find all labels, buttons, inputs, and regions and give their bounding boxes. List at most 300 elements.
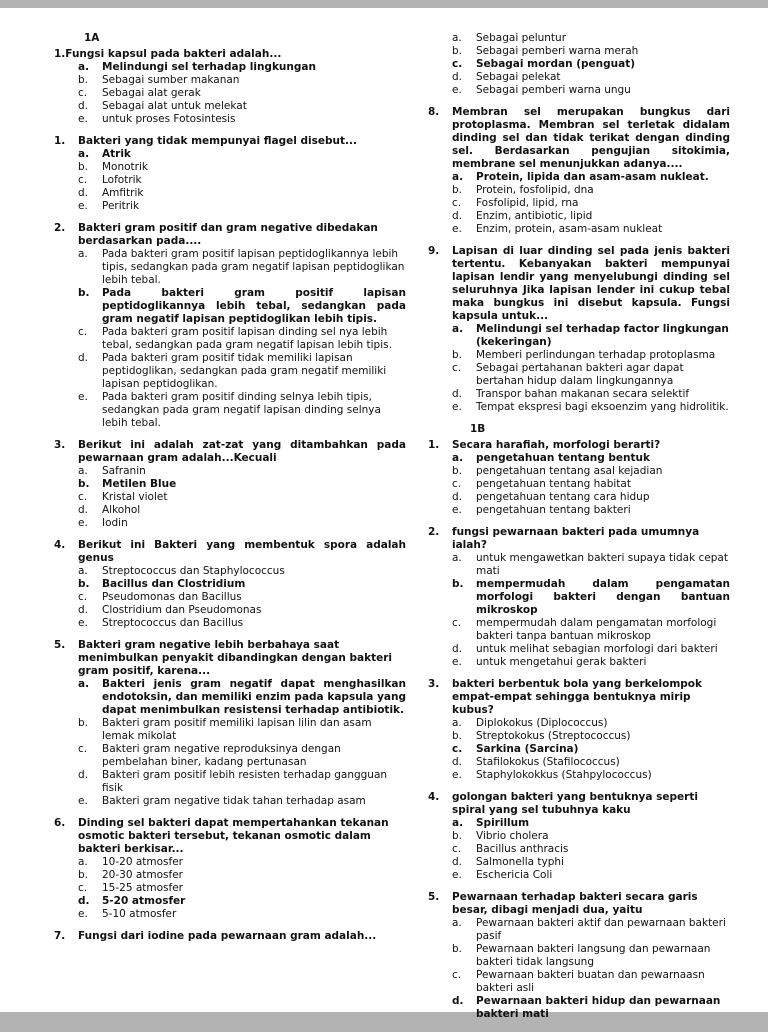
question-block <box>428 106 730 236</box>
option-row <box>452 843 730 856</box>
option-text: Tempat ekspresi bagi eksoenzim yang hidrolitik. <box>476 401 729 413</box>
option-text: Memberi perlindungan terhadap protoplasma <box>476 349 716 361</box>
options-list <box>78 61 406 126</box>
option-text: Sebagai sumber makanan <box>102 74 240 86</box>
option-row <box>78 200 406 213</box>
option-row <box>78 100 406 113</box>
question-stem <box>54 539 406 565</box>
question-block <box>428 891 730 1021</box>
option-row <box>78 908 406 921</box>
option-row <box>78 795 406 808</box>
option-text: Bakteri gram positif lebih resisten terhadap gangguan fisik <box>102 769 388 794</box>
option-row <box>78 743 406 769</box>
option-row <box>452 995 730 1021</box>
option-text: Atrik <box>102 148 131 160</box>
question-block <box>54 539 406 630</box>
question-stem <box>428 439 730 452</box>
option-label: c. <box>452 617 462 629</box>
option-row <box>78 504 406 517</box>
option-row <box>78 769 406 795</box>
option-row <box>78 465 406 478</box>
option-label: e. <box>78 391 88 403</box>
question-block <box>428 526 730 669</box>
option-text: Melindungi sel terhadap lingkungan <box>102 61 316 73</box>
options-list <box>452 32 730 97</box>
option-row <box>452 465 730 478</box>
option-row <box>78 87 406 100</box>
question-stem <box>54 135 406 148</box>
option-row <box>452 84 730 97</box>
option-label: d. <box>78 504 89 516</box>
option-text: Safranin <box>102 465 146 477</box>
option-text: Fosfolipid, lipid, rna <box>476 197 579 209</box>
option-text: Enzim, protein, asam-asam nukleat <box>476 223 663 235</box>
option-row <box>78 604 406 617</box>
option-row <box>452 769 730 782</box>
options-list <box>452 717 730 782</box>
option-label: d. <box>452 856 463 868</box>
option-row <box>452 504 730 517</box>
option-row <box>452 656 730 669</box>
option-label: b. <box>78 478 90 490</box>
option-row <box>452 856 730 869</box>
options-list <box>452 917 730 1021</box>
question-stem <box>428 891 730 917</box>
option-row <box>452 943 730 969</box>
option-row <box>452 552 730 578</box>
option-row <box>452 223 730 236</box>
option-text: Alkohol <box>102 504 141 516</box>
option-label: a. <box>78 678 90 690</box>
option-row <box>452 45 730 58</box>
option-row <box>78 678 406 717</box>
question-number: 6. <box>54 817 66 829</box>
option-label: a. <box>78 856 88 868</box>
option-text: pengetahuan tentang bakteri <box>476 504 631 516</box>
question-stem <box>54 439 406 465</box>
question-number: 3. <box>428 678 440 690</box>
option-label: a. <box>452 32 462 44</box>
option-text: pengetahuan tentang cara hidup <box>476 491 650 503</box>
option-text: 10-20 atmosfer <box>102 856 183 868</box>
option-row <box>78 148 406 161</box>
question-text: Dinding sel bakteri dapat mempertahankan tekanan osmotic bakteri tersebut, tekanan osmotic dalam bakteri berkisar... <box>78 817 389 855</box>
option-label: b. <box>78 869 89 881</box>
document-page <box>0 8 768 1020</box>
option-text: Streptococcus dan Staphylococcus <box>102 565 285 577</box>
option-label: b. <box>452 45 463 57</box>
option-label: c. <box>78 591 88 603</box>
option-row <box>452 478 730 491</box>
option-label: d. <box>78 100 89 112</box>
question-stem <box>428 678 730 717</box>
option-label: e. <box>78 517 88 529</box>
option-text: Iodin <box>102 517 128 529</box>
option-label: d. <box>452 210 463 222</box>
option-row <box>78 882 406 895</box>
option-text: Bacillus dan Clostridium <box>102 578 246 590</box>
question-number: 3. <box>54 439 66 451</box>
option-text: 5-20 atmosfer <box>102 895 186 907</box>
option-row <box>452 817 730 830</box>
option-text: Pewarnaan bakteri langsung dan pewarnaan bakteri tidak langsung <box>476 943 711 968</box>
question-text: Pewarnaan terhadap bakteri secara garis besar, dibagi menjadi dua, yaitu <box>452 891 698 916</box>
option-label: c. <box>452 197 462 209</box>
options-list <box>78 678 406 808</box>
option-label: a. <box>452 452 464 464</box>
option-text: Bakteri gram positif memiliki lapisan lilin dan asam lemak mikolat <box>102 717 372 742</box>
question-number: 2. <box>54 222 66 234</box>
option-label: e. <box>452 401 462 413</box>
question-block <box>428 439 730 517</box>
option-text: Sebagai alat gerak <box>102 87 201 99</box>
option-text: pengetahuan tentang habitat <box>476 478 631 490</box>
question-text: Secara harafiah, morfologi berarti? <box>452 439 661 451</box>
option-row <box>452 491 730 504</box>
option-label: d. <box>78 895 90 907</box>
option-text: Streptokokus (Streptococcus) <box>476 730 631 742</box>
option-row <box>78 74 406 87</box>
option-text: Clostridium dan Pseudomonas <box>102 604 262 616</box>
question-stem <box>54 222 406 248</box>
option-row <box>452 58 730 71</box>
question-text: Berikut ini adalah zat-zat yang ditambahkan pada pewarnaan gram adalah...Kecuali <box>78 439 406 464</box>
option-text: 20-30 atmosfer <box>102 869 183 881</box>
option-row <box>452 743 730 756</box>
option-label: e. <box>78 200 88 212</box>
option-row <box>452 401 730 414</box>
option-text: Sebagai pelekat <box>476 71 561 83</box>
right-column <box>428 32 730 1020</box>
option-label: c. <box>78 174 88 186</box>
option-text: Bakteri jenis gram negatif dapat menghasilkan endotoksin, dan memiliki enzim pada kapsula yang dapat menimbulkan resistensi terhadap antibiotik. <box>102 678 406 716</box>
option-row <box>452 184 730 197</box>
option-text: Pewarnaan bakteri buatan dan pewarnaasn bakteri asli <box>476 969 705 994</box>
option-label: b. <box>452 578 464 590</box>
question-block <box>54 817 406 921</box>
option-row <box>78 326 406 352</box>
option-text: Sarkina (Sarcina) <box>476 743 579 755</box>
option-label: e. <box>78 795 88 807</box>
option-text: Stafilokokus (Stafilococcus) <box>476 756 620 768</box>
question-block <box>428 245 730 414</box>
option-text: Sebagai pemberi warna ungu <box>476 84 631 96</box>
option-row <box>452 917 730 943</box>
option-label: b. <box>452 349 463 361</box>
question-number: 4. <box>428 791 440 803</box>
option-label: a. <box>78 465 88 477</box>
option-row <box>452 197 730 210</box>
question-text: Lapisan di luar dinding sel pada jenis bakteri tertentu. Kebanyakan bakteri mempunyai lapisan lendir yang menyelubungi dinding sel seluruhnya Jika lapisan lender ini cukup tebal maka bungkus ini disebut kapsula. Fungsi kapsula untuk... <box>452 245 730 322</box>
option-text: Pada bakteri gram positif tidak memiliki lapisan peptidoglikan, sedangkan pada gram negatif memiliki lapisan peptidoglikan. <box>102 352 387 390</box>
option-label: d. <box>452 491 463 503</box>
question-stem <box>54 930 406 943</box>
option-label: e. <box>452 223 462 235</box>
option-row <box>78 517 406 530</box>
option-text: Sebagai pertahanan bakteri agar dapat bertahan hidup dalam lingkungannya <box>476 362 684 387</box>
option-label: e. <box>78 113 88 125</box>
option-row <box>452 969 730 995</box>
option-row <box>78 869 406 882</box>
option-row <box>452 869 730 882</box>
option-label: a. <box>452 552 462 564</box>
option-row <box>78 287 406 326</box>
option-row <box>78 717 406 743</box>
question-block <box>428 678 730 782</box>
option-label: e. <box>452 504 462 516</box>
question-number: 9. <box>428 245 440 257</box>
question-block <box>54 135 406 213</box>
option-label: d. <box>78 187 89 199</box>
option-label: c. <box>452 969 462 981</box>
option-row <box>78 61 406 74</box>
option-text: Streptococcus dan Bacillus <box>102 617 244 629</box>
option-text: Pada bakteri gram positif lapisan peptidoglikannya lebih tipis, sedangkan pada gram negatif lapisan peptidoglikan lebih tebal. <box>102 248 405 286</box>
question-block <box>54 930 406 943</box>
option-label: d. <box>78 769 89 781</box>
options-list <box>78 148 406 213</box>
question-stem <box>428 526 730 552</box>
option-label: b. <box>452 943 463 955</box>
option-label: d. <box>452 995 464 1007</box>
option-row <box>452 643 730 656</box>
option-text: pengetahuan tentang bentuk <box>476 452 650 464</box>
option-text: Monotrik <box>102 161 148 173</box>
option-text: Pada bakteri gram positif dinding selnya lebih tipis, sedangkan pada gram negatif lapisan dinding selnya lebih tebal. <box>102 391 381 429</box>
options-list <box>78 248 406 430</box>
option-text: 15-25 atmosfer <box>102 882 183 894</box>
options-list <box>78 856 406 921</box>
option-text: untuk mengetahui gerak bakteri <box>476 656 647 668</box>
option-label: a. <box>452 917 462 929</box>
option-label: b. <box>78 74 89 86</box>
option-label: a. <box>452 817 464 829</box>
question-text: Fungsi dari iodine pada pewarnaan gram adalah... <box>78 930 377 942</box>
option-text: Sebagai peluntur <box>476 32 567 44</box>
option-label: c. <box>452 843 462 855</box>
option-text: Amfitrik <box>102 187 144 199</box>
option-label: b. <box>452 184 463 196</box>
option-row <box>78 491 406 504</box>
question-block <box>54 639 406 808</box>
option-label: d. <box>452 388 463 400</box>
option-row <box>78 478 406 491</box>
question-number: 4. <box>54 539 66 551</box>
option-text: Pewarnaan bakteri aktif dan pewarnaan bakteri pasif <box>476 917 726 942</box>
option-text: Bacillus anthracis <box>476 843 569 855</box>
question-text: Bakteri yang tidak mempunyai flagel disebut... <box>78 135 357 147</box>
option-label: d. <box>78 604 89 616</box>
option-text: Sebagai alat untuk melekat <box>102 100 247 112</box>
option-row <box>78 174 406 187</box>
option-label: a. <box>452 171 464 183</box>
option-text: Salmonella typhi <box>476 856 564 868</box>
option-text: untuk proses Fotosintesis <box>102 113 236 125</box>
option-label: d. <box>452 71 463 83</box>
option-row <box>452 617 730 643</box>
question-text: Bakteri gram negative lebih berbahaya saat menimbulkan penyakit dibandingkan dengan bakteri gram positif, karena... <box>78 639 393 677</box>
option-label: c. <box>452 478 462 490</box>
option-row <box>452 32 730 45</box>
option-label: e. <box>78 617 88 629</box>
question-text: bakteri berbentuk bola yang berkelompok empat-empat sehingga bentuknya mirip kubus? <box>452 678 702 716</box>
question-block <box>54 222 406 430</box>
option-row <box>78 895 406 908</box>
option-text: pengetahuan tentang asal kejadian <box>476 465 663 477</box>
option-text: 5-10 atmosfer <box>102 908 177 920</box>
option-text: Enzim, antibiotic, lipid <box>476 210 593 222</box>
option-row <box>78 856 406 869</box>
option-text: untuk melihat sebagian morfologi dari bakteri <box>476 643 718 655</box>
question-text: Berikut ini Bakteri yang membentuk spora adalah genus <box>78 539 406 564</box>
option-text: Eschericia Coli <box>476 869 553 881</box>
option-label: d. <box>452 643 463 655</box>
question-stem: 1.Fungsi kapsul pada bakteri adalah... <box>54 48 282 60</box>
question-stem <box>428 245 730 323</box>
question-number: 5. <box>428 891 440 903</box>
option-label: a. <box>452 323 464 335</box>
options-list <box>452 323 730 414</box>
option-row <box>78 113 406 126</box>
option-text: Sebagai mordan (penguat) <box>476 58 636 70</box>
question-number: 5. <box>54 639 66 651</box>
option-row <box>78 248 406 287</box>
question-block <box>54 439 406 530</box>
option-text: Metilen Blue <box>102 478 177 490</box>
option-row <box>452 717 730 730</box>
question-block <box>428 791 730 882</box>
option-label: c. <box>452 743 463 755</box>
question-number: 1. <box>428 439 440 451</box>
option-label: b. <box>452 730 463 742</box>
question-number: 2. <box>428 526 440 538</box>
question-stem <box>428 106 730 171</box>
question-text: Bakteri gram positif dan gram negative dibedakan berdasarkan pada.... <box>78 222 378 247</box>
question-block <box>54 48 406 126</box>
option-row <box>452 362 730 388</box>
option-label: b. <box>452 830 463 842</box>
document-viewer <box>0 8 768 1032</box>
section-header: 1B <box>470 423 486 435</box>
options-list <box>452 552 730 669</box>
options-list <box>452 171 730 236</box>
option-label: a. <box>78 565 88 577</box>
option-text: Protein, lipida dan asam-asam nukleat. <box>476 171 709 183</box>
option-text: Staphylokokkus (Stahpylococcus) <box>476 769 652 781</box>
question-text: golongan bakteri yang bentuknya seperti spiral yang sel tubuhnya kaku <box>452 791 698 816</box>
option-label: e. <box>452 656 462 668</box>
question-text: Membran sel merupakan bungkus dari protoplasma. Membran sel terletak didalam dinding sel dan tidak terikat dengan dinding sel. Berdasarkan pengujian sitokimia, membrane sel menunjukkan adanya.... <box>452 106 730 170</box>
options-list <box>78 565 406 630</box>
option-label: b. <box>78 161 89 173</box>
option-label: e. <box>452 84 462 96</box>
option-label: a. <box>452 717 462 729</box>
option-label: d. <box>452 756 463 768</box>
question-stem <box>428 791 730 817</box>
option-text: Pseudomonas dan Bacillus <box>102 591 242 603</box>
option-row <box>78 391 406 430</box>
option-text: Bakteri gram negative reproduksinya dengan pembelahan biner, kadang pertunasan <box>102 743 341 768</box>
question-stem <box>54 639 406 678</box>
option-row <box>452 830 730 843</box>
option-row <box>78 161 406 174</box>
question-stem <box>54 817 406 856</box>
option-row <box>78 565 406 578</box>
option-text: Pada bakteri gram positif lapisan dinding sel nya lebih tebal, sedangkan pada gram negatif lapisan lebih tipis. <box>102 326 392 351</box>
option-label: b. <box>78 578 90 590</box>
option-label: a. <box>78 148 90 160</box>
option-text: mempermudah dalam pengamatan morfologi bakteri dengan bantuan mikroskop <box>476 578 730 616</box>
option-text: untuk mengawetkan bakteri supaya tidak cepat mati <box>476 552 728 577</box>
option-label: a. <box>78 61 90 73</box>
option-row <box>452 71 730 84</box>
option-label: e. <box>452 869 462 881</box>
option-text: Transpor bahan makanan secara selektif <box>476 388 690 400</box>
section-header: 1A <box>84 32 100 44</box>
option-label: c. <box>78 743 88 755</box>
options-list <box>452 817 730 882</box>
option-label: c. <box>78 882 88 894</box>
option-label: a. <box>78 248 88 260</box>
left-column <box>54 32 406 1012</box>
option-label: b. <box>78 717 89 729</box>
question-number: 1. <box>54 135 66 147</box>
option-text: mempermudah dalam pengamatan morfologi bakteri tanpa bantuan mikroskop <box>476 617 717 642</box>
option-row <box>78 591 406 604</box>
option-label: d. <box>78 352 89 364</box>
option-text: Spirillum <box>476 817 530 829</box>
option-text: Sebagai pemberi warna merah <box>476 45 639 57</box>
option-row <box>452 730 730 743</box>
option-row <box>452 388 730 401</box>
option-label: e. <box>452 769 462 781</box>
option-label: b. <box>78 287 90 299</box>
option-text: Pada bakteri gram positif lapisan peptidoglikannya lebih tebal, sedangkan pada gram negatif lapisan peptidoglikan lebih tipis. <box>102 287 406 325</box>
options-list <box>452 452 730 517</box>
option-row <box>78 187 406 200</box>
option-text: Melindungi sel terhadap factor lingkungan (kekeringan) <box>476 323 729 348</box>
option-row <box>452 756 730 769</box>
option-row <box>452 323 730 349</box>
option-label: c. <box>78 491 88 503</box>
option-text: Lofotrik <box>102 174 142 186</box>
option-row <box>452 349 730 362</box>
option-label: c. <box>78 87 88 99</box>
options-list <box>78 465 406 530</box>
option-row <box>452 171 730 184</box>
option-label: c. <box>452 58 463 70</box>
option-text: Kristal violet <box>102 491 168 503</box>
option-label: e. <box>78 908 88 920</box>
question-text: fungsi pewarnaan bakteri pada umumnya ialah? <box>452 526 700 551</box>
option-text: Pewarnaan bakteri hidup dan pewarnaan bakteri mati <box>476 995 721 1020</box>
option-row <box>78 578 406 591</box>
options-continuation <box>428 32 730 97</box>
option-row <box>78 617 406 630</box>
question-number: 7. <box>54 930 66 942</box>
option-text: Vibrio cholera <box>476 830 549 842</box>
option-text: Peritrik <box>102 200 140 212</box>
option-text: Diplokokus (Diplococcus) <box>476 717 608 729</box>
option-row <box>452 578 730 617</box>
option-label: b. <box>452 465 463 477</box>
option-row <box>452 210 730 223</box>
question-number: 8. <box>428 106 440 118</box>
option-text: Bakteri gram negative tidak tahan terhadap asam <box>102 795 366 807</box>
option-text: Protein, fosfolipid, dna <box>476 184 594 196</box>
option-label: c. <box>78 326 88 338</box>
option-row <box>452 452 730 465</box>
